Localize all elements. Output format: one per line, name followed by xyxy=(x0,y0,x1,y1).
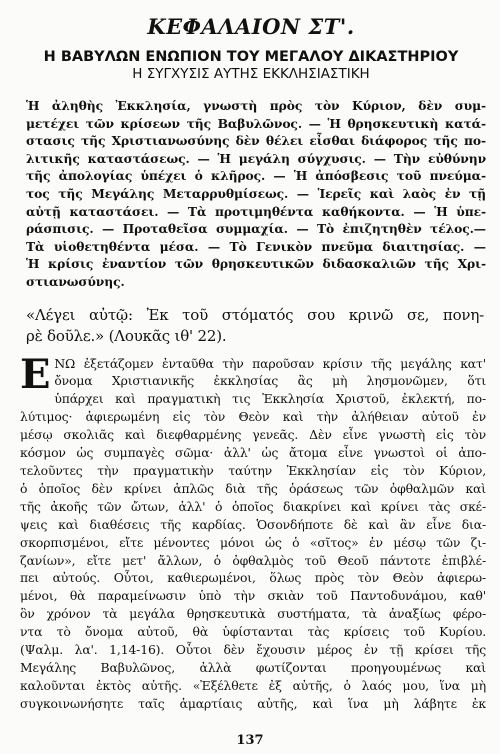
epigraph-line: «Λέγει αὐτῷ: Ἐκ τοῦ στόματός σου κρινῶ σε, πονη- xyxy=(26,305,484,324)
body-line: καλοῦνται ἐκτὸς αὐτῆς. «Ἐξέλθετε ἐξ αὐτῆς, ὁ λαός μου, ἵνα μὴ xyxy=(20,677,486,693)
body-line: μένοι, θὰ παραμείνωσιν ὑπὸ τὴν σκιὰν τοῦ Παντοδυνάμου, καθ' xyxy=(20,588,486,604)
body-line: ΝΩ ἐξετάζομεν ἐνταῦθα τὴν παροῦσαν κρίσιν τῆς μεγάλης κατ' xyxy=(54,355,486,371)
body-line: Μεγάλης Βαβυλῶνος, ἀλλὰ φωτίζονται προηγουμένως καὶ xyxy=(20,659,486,675)
body-line: τελοῦντες τὴν πραγματικὴν ταύτην Ἐκκλησίαν εἰς τὸν Κύριον, xyxy=(20,462,486,478)
body-line: ζανίων», εἴτε μετ' ἄλλων, ὁ ὀφθαλμὸς τοῦ Θεοῦ πάντοτε ἐπιβλέ- xyxy=(20,552,486,568)
summary-line: τῆς ἀπολογίας ὑπέχει ὁ κλῆρος. — Ἡ ἀπόσβεσις τοῦ πνεύμα- xyxy=(26,168,486,184)
summary-line: ράσπισις. — Προταθεῖσα συμμαχία. — Τὸ ἐπιζητηθὲν τέλος.— xyxy=(26,221,486,237)
summary-line: Τὰ υἱοθετηθέντα μέσα. — Τὸ Γενικὸν πνεῦμα διαιτησίας. — xyxy=(26,238,486,254)
chapter-summary xyxy=(26,97,486,291)
summary-line: λιτικῆς καταστάσεως. — Ἡ μεγάλη σύγχυσις. — Τὴν εὐθύνην xyxy=(26,150,486,166)
body-line: τῆς ἀκοῆς τῶν ὤτων, ἀλλ' ὁ ὁποῖος διακρίνει καὶ κρίνει τὰς σκέ- xyxy=(20,498,486,514)
body-line: μέσῳ σκολιᾶς καὶ διεφθαρμένης γενεᾶς. Δὲν εἶνε γνωστὴ εἰς τὸν xyxy=(20,427,486,443)
drop-cap: Ε xyxy=(20,350,51,398)
scripture-epigraph xyxy=(26,305,484,347)
body-line: ὃν χρόνον τὰ μεγάλα θρησκευτικὰ συστήματα, τὰ ἀναξίως φέρο- xyxy=(20,606,486,622)
summary-line: τος τῆς Μεγάλης Μεταρρυθμίσεως. — Ἱερεῖς καὶ λαὸς ἐν τῇ xyxy=(26,185,486,201)
body-line: πει αὐτούς. Οὗτοι, καθιερωμένοι, ὅλως πρὸς τὸν Θεὸν ἀφιερω- xyxy=(20,570,486,586)
body-line: ψεις καὶ διαθέσεις τῆς καρδίας. Ὁσονδήποτε δὲ καὶ ἂν εἶνε δια- xyxy=(20,516,486,532)
summary-line: αὐτῇ καταστάσει. — Τὰ προτιμηθέντα καθήκοντα. — Ἡ ὑπε- xyxy=(26,203,486,219)
epigraph-line: ρὲ δοῦλε.» (Λουκᾶς ιθ' 22). xyxy=(26,326,227,345)
body-line: (Ψαλμ. λα'. 1,14-16). Οὗτοι δὲν ἔχουσιν μέρος ἐν τῇ κρίσει τῆς xyxy=(20,642,486,658)
body-line: κόσμον ὡς συμπαγὲς σῶμα· ἀλλ' ὡς ἄτομα εἶνε γνωστοὶ οἱ ἀπο- xyxy=(20,445,486,461)
body-text xyxy=(20,350,486,713)
section-heading: Η ΒΑΒΥΛΩΝ ΕΝΩΠΙΟΝ ΤΟΥ ΜΕΓΑΛΟΥ ΔΙΚΑΣΤΗΡΙΟΥ xyxy=(43,49,459,65)
body-line: σκορπισμένοι, εἴτε μένοντες μόνοι ὡς ὁ «σῖτος» ἐν μέσῳ τῶν ζι- xyxy=(20,534,486,550)
body-line: ὁ ὁποῖος δὲν κρίνει ἁπλῶς διὰ τῆς ὁράσεως τῶν ὀφθαλμῶν καὶ xyxy=(20,480,486,496)
section-subheading: Η ΣΥΓΧΥΣΙΣ ΑΥΤΗΣ ΕΚΚΛΗΣΙΑΣΤΙΚΗ xyxy=(132,66,370,82)
page-number: 137 xyxy=(236,733,264,748)
summary-line: Ἡ ἀληθὴς Ἐκκλησία, γνωστὴ πρὸς τὸν Κύριον, δὲν συμ- xyxy=(26,98,486,113)
body-line: ὑπάρχει καὶ πραγματικὴ τις Ἐκκλησία Χριστοῦ, ἐκλεκτή, πο- xyxy=(54,391,486,407)
summary-line: μετέχει τῶν κρίσεων τῆς Βαβυλῶνος. — Ἡ θρησκευτικὴ κατά- xyxy=(26,115,486,131)
summary-line: Ἡ κρίσις ἐναντίον τῶν θρησκευτικῶν διδασκαλιῶν τῆς Χρι- xyxy=(26,256,486,272)
chapter-title: ΚΕΦΑΛΑΙΟΝ ΣΤ'. xyxy=(147,14,355,39)
body-line: λύτιμος· ἀφιερωμένη εἰς τὸν Θεὸν καὶ τὴν ἀλήθειαν αὐτοῦ ἐν xyxy=(20,409,486,425)
summary-line: στιανωσύνης. xyxy=(26,273,125,289)
body-line: συγκοινωνήσητε ταῖς ἁμαρτίαις αὐτῆς, καὶ ἵνα μὴ λάβητε ἐκ xyxy=(20,695,486,711)
summary-line: στασις τῆς Χριστιανωσύνης δὲν θέλει εἶσθαι διάφορος τῆς πο- xyxy=(26,133,486,149)
body-line: ντα τὸ ὄνομα αὐτοῦ, θὰ ὑφίστανται τὰς κρίσεις τοῦ Κυρίου. xyxy=(20,624,486,640)
body-line: ὄνομα Χριστιανικῆς ἐκκλησίας ἂς μὴ λησμονῶμεν, ὅτι xyxy=(54,373,486,389)
